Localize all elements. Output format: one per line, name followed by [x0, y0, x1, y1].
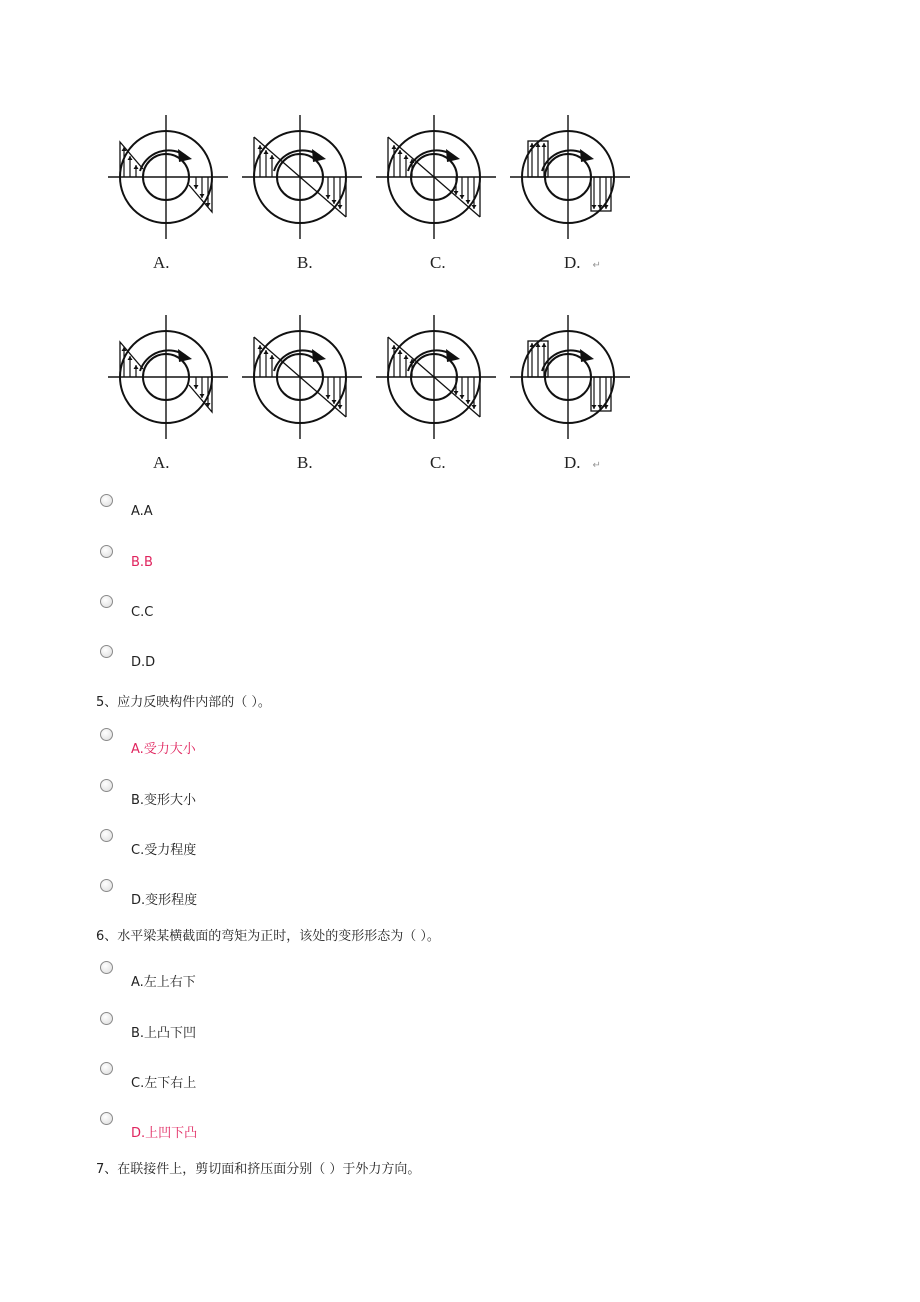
- radio-button[interactable]: [100, 545, 113, 558]
- radio-button[interactable]: [100, 1012, 113, 1025]
- arrow-head-icon: [332, 200, 337, 204]
- figure-row-1: [0, 110, 920, 272]
- arrow-head-icon: [472, 405, 477, 409]
- radio-button[interactable]: [100, 595, 113, 608]
- q4-option-c[interactable]: [100, 595, 500, 629]
- q6-option-b[interactable]: [100, 1012, 500, 1046]
- arrow-head-icon: [542, 143, 547, 147]
- arrow-head-icon: [134, 365, 139, 369]
- q5-option-b[interactable]: [100, 779, 500, 813]
- return-mark-icon: ↵: [592, 460, 601, 471]
- q5-option-c[interactable]: [100, 829, 500, 863]
- radio-button[interactable]: [100, 494, 113, 507]
- arrow-head-icon: [326, 395, 331, 399]
- torque-arrow-icon: [446, 349, 460, 362]
- arrow-head-icon: [604, 205, 609, 209]
- radio-button[interactable]: [100, 728, 113, 741]
- option-label: C.C: [131, 605, 154, 620]
- option-label: D.D: [131, 655, 156, 670]
- figure-row-2: [0, 310, 920, 472]
- arrow-head-icon: [264, 350, 269, 354]
- radio-button[interactable]: [100, 779, 113, 792]
- torque-arrow-icon: [580, 149, 594, 162]
- arrow-head-icon: [466, 400, 471, 404]
- figure-label-d: [564, 253, 601, 273]
- option-label: B.变形大小: [131, 793, 197, 808]
- arrow-head-icon: [460, 395, 465, 399]
- arrow-head-icon: [194, 185, 199, 189]
- figure-label-c: C.: [430, 253, 446, 272]
- q6-option-a[interactable]: [100, 961, 500, 995]
- torque-arrow-icon: [178, 349, 192, 362]
- option-label: A.A: [131, 504, 153, 519]
- radio-button[interactable]: [100, 961, 113, 974]
- option-label: D.变形程度: [131, 893, 198, 908]
- figure-label-d-text: D.: [564, 253, 581, 272]
- option-label: B.上凸下凹: [131, 1026, 197, 1041]
- arrow-head-icon: [460, 195, 465, 199]
- radio-button[interactable]: [100, 1112, 113, 1125]
- arrow-head-icon: [258, 345, 263, 349]
- option-label: D.上凹下凸: [131, 1126, 198, 1141]
- arrow-head-icon: [270, 155, 275, 159]
- radio-button[interactable]: [100, 879, 113, 892]
- torque-arrow-icon: [312, 149, 326, 162]
- arrow-head-icon: [472, 205, 477, 209]
- q6-option-d[interactable]: [100, 1112, 500, 1146]
- return-mark-icon: ↵: [592, 260, 601, 271]
- figure-label-a: A.: [153, 253, 170, 272]
- q6-option-c[interactable]: [100, 1062, 500, 1096]
- arrow-head-icon: [404, 155, 409, 159]
- figure-label-a: A.: [153, 453, 170, 472]
- figure-label-c: C.: [430, 453, 446, 472]
- figure-label-d-text: D.: [564, 453, 581, 472]
- arrow-head-icon: [404, 355, 409, 359]
- torque-arrow-icon: [312, 349, 326, 362]
- arrow-head-icon: [592, 405, 597, 409]
- torque-arrow-icon: [580, 349, 594, 362]
- figure-label-b: B.: [297, 253, 313, 272]
- arrow-head-icon: [338, 205, 343, 209]
- q5-option-a[interactable]: [100, 728, 500, 762]
- question-7-text: 7、在联接件上，剪切面和挤压面分别（ ）于外力方向。: [96, 1162, 421, 1177]
- q4-option-a[interactable]: [100, 494, 500, 528]
- arrow-head-icon: [392, 345, 397, 349]
- arrow-head-icon: [592, 205, 597, 209]
- stress-diagrams-row-1: [0, 110, 920, 260]
- q4-option-b[interactable]: [100, 545, 500, 579]
- arrow-head-icon: [466, 200, 471, 204]
- torque-arrow-icon: [446, 149, 460, 162]
- torque-arrow-icon: [178, 149, 192, 162]
- arrow-head-icon: [134, 165, 139, 169]
- arrow-head-icon: [326, 195, 331, 199]
- option-label: C.受力程度: [131, 843, 197, 858]
- arrow-head-icon: [542, 343, 547, 347]
- arrow-head-icon: [270, 355, 275, 359]
- arrow-head-icon: [338, 405, 343, 409]
- radio-button[interactable]: [100, 1062, 113, 1075]
- q5-option-d[interactable]: [100, 879, 500, 913]
- figure-label-b: B.: [297, 453, 313, 472]
- question-5-text: 5、应力反映构件内部的（ ）。: [96, 695, 271, 710]
- arrow-head-icon: [258, 145, 263, 149]
- arrow-head-icon: [332, 400, 337, 404]
- arrow-head-icon: [194, 385, 199, 389]
- arrow-head-icon: [264, 150, 269, 154]
- arrow-head-icon: [392, 145, 397, 149]
- arrow-head-icon: [398, 350, 403, 354]
- option-label: B.B: [131, 555, 153, 570]
- radio-button[interactable]: [100, 829, 113, 842]
- option-label: A.左上右下: [131, 975, 196, 990]
- q4-option-d[interactable]: [100, 645, 500, 679]
- question-6-text: 6、水平梁某横截面的弯矩为正时，该处的变形形态为（ ）。: [96, 929, 440, 944]
- arrow-head-icon: [604, 405, 609, 409]
- option-label: C.左下右上: [131, 1076, 197, 1091]
- option-label: A.受力大小: [131, 742, 196, 757]
- radio-button[interactable]: [100, 645, 113, 658]
- stress-diagrams-row-2: [0, 310, 920, 460]
- figure-label-d: [564, 453, 601, 473]
- arrow-head-icon: [398, 150, 403, 154]
